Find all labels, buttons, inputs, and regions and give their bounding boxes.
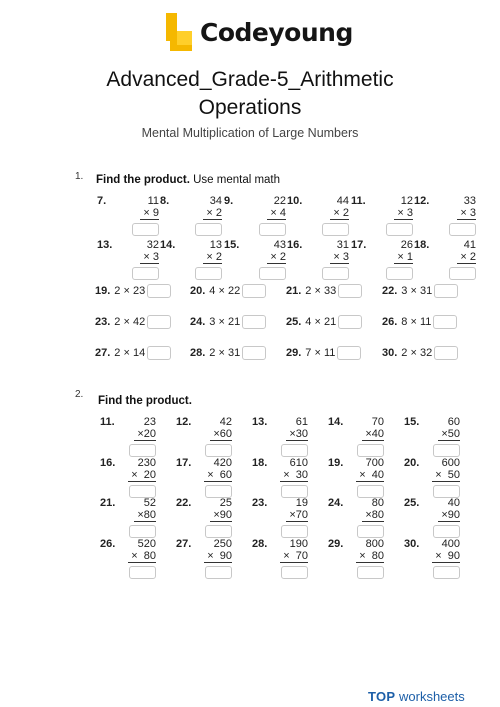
problem-number: 20. [404,457,420,469]
answer-input[interactable] [242,284,266,298]
multiplier: ×60 [210,428,232,441]
multiplier: ×90 [210,509,232,522]
answer-input[interactable] [433,444,460,457]
problem-number: 7. [97,195,107,207]
multiplier: ×80 [362,509,384,522]
problem-number: 15. [404,416,420,428]
problem-number: 18. [414,239,430,251]
multiplier: × 3 [457,207,476,220]
multiplicand: 230 [137,457,156,469]
multiplicand: 32 [146,239,159,251]
multiplicand: 13 [209,239,222,251]
multiplier: ×70 [286,509,308,522]
problem-number: 27. [176,538,192,550]
answer-input[interactable] [132,267,159,280]
problem [95,345,171,361]
problem [95,314,171,330]
problem [328,538,384,582]
problem-number: 12. [176,416,192,428]
problem [286,345,361,361]
problem [160,239,222,283]
problem-number: 29. [328,538,344,550]
multiplicand: 40 [447,497,460,509]
problem [95,283,171,299]
problem [190,283,266,299]
problem [190,345,266,361]
problem [176,416,232,460]
problem-number: 13. [252,416,268,428]
expression: 2 × 32 [401,347,433,359]
section-2-instruction: Find the product. [98,395,192,407]
problem [176,457,232,501]
multiplicand: 44 [336,195,349,207]
problem [404,457,460,501]
brand-name: Codeyoung [200,17,353,47]
page-subtitle: Mental Multiplication of Large Numbers [141,126,359,140]
answer-input[interactable] [322,223,349,236]
problem-number: 14. [328,416,344,428]
multiplier: × 90 [432,550,460,563]
answer-input[interactable] [322,267,349,280]
problem-number: 19. [95,285,111,297]
page-title-line-2: Operations [198,96,302,119]
multiplier: × 40 [356,469,384,482]
problem-number: 10. [287,195,303,207]
problem-number: 24. [190,316,206,328]
problem-number: 20. [190,285,206,297]
answer-input[interactable] [434,284,458,298]
answer-input[interactable] [386,223,413,236]
problem [286,314,362,330]
problem [287,195,349,239]
multiplicand: 26 [400,239,413,251]
multiplier: × 80 [128,550,156,563]
problem [404,538,460,582]
multiplier: × 2 [203,207,222,220]
multiplier: × 90 [204,550,232,563]
problem [328,457,384,501]
multiplicand: 22 [273,195,286,207]
problem [252,457,308,501]
multiplier: ×30 [286,428,308,441]
problem [286,283,362,299]
problem [404,497,460,541]
problem [382,283,458,299]
multiplier: × 20 [128,469,156,482]
problem [97,239,159,283]
multiplicand: 600 [441,457,460,469]
multiplicand: 610 [289,457,308,469]
multiplicand: 33 [463,195,476,207]
answer-input[interactable] [195,223,222,236]
problem-number: 30. [404,538,420,550]
multiplier: × 2 [267,251,286,264]
multiplicand: 25 [219,497,232,509]
problem-number: 22. [176,497,192,509]
problem-number: 19. [328,457,344,469]
multiplier: × 1 [394,251,413,264]
problem [328,416,384,460]
problem [224,239,286,283]
answer-input[interactable] [242,346,266,360]
multiplicand: 420 [213,457,232,469]
answer-input[interactable] [195,267,222,280]
multiplier: ×20 [134,428,156,441]
problem [100,457,156,501]
answer-input[interactable] [357,525,384,538]
multiplier: × 3 [394,207,413,220]
expression: 3 × 31 [401,285,433,297]
problem [404,416,460,460]
problem-number: 21. [100,497,116,509]
expression: 2 × 42 [114,316,146,328]
problem-number: 28. [190,347,206,359]
answer-input[interactable] [129,525,156,538]
multiplier: × 60 [204,469,232,482]
multiplicand: 700 [365,457,384,469]
expression: 2 × 31 [209,347,241,359]
problem-number: 27. [95,347,111,359]
answer-input[interactable] [259,267,286,280]
multiplicand: 19 [295,497,308,509]
answer-input[interactable] [357,566,384,579]
problem-number: 11. [100,416,115,428]
problem-number: 17. [351,239,367,251]
answer-input[interactable] [147,284,171,298]
multiplier: ×90 [438,509,460,522]
problem-number: 23. [95,316,111,328]
problem-number: 13. [97,239,113,251]
problem [351,239,413,283]
multiplier: × 4 [267,207,286,220]
problem [100,416,156,460]
expression: 4 × 22 [209,285,241,297]
answer-input[interactable] [338,284,362,298]
problem [160,195,222,239]
multiplicand: 80 [371,497,384,509]
multiplicand: 31 [336,239,349,251]
problem [252,497,308,541]
multiplier: × 2 [330,207,349,220]
multiplier: ×40 [362,428,384,441]
multiplier: ×80 [134,509,156,522]
answer-input[interactable] [434,346,458,360]
problem [328,497,384,541]
multiplicand: 60 [447,416,460,428]
answer-input[interactable] [205,566,232,579]
problem-number: 22. [382,285,398,297]
problem [252,538,308,582]
answer-input[interactable] [129,566,156,579]
multiplicand: 52 [143,497,156,509]
problem [100,538,156,582]
problem-number: 17. [176,457,192,469]
problem-number: 23. [252,497,268,509]
answer-input[interactable] [281,525,308,538]
expression: 3 × 21 [209,316,241,328]
answer-input[interactable] [147,346,171,360]
expression: 2 × 14 [114,347,146,359]
section-1-instruction: Find the product. Use mental math [96,174,281,186]
problem-number: 15. [224,239,240,251]
section-1-number: 1. [75,171,84,182]
multiplicand: 520 [137,538,156,550]
multiplicand: 41 [463,239,476,251]
problem [176,497,232,541]
multiplicand: 61 [295,416,308,428]
page-title-line-1: Advanced_Grade-5_Arithmetic [106,68,394,91]
multiplicand: 800 [365,538,384,550]
problem-number: 26. [382,316,398,328]
answer-input[interactable] [449,267,476,280]
answer-input[interactable] [281,444,308,457]
multiplier: × 70 [280,550,308,563]
problem-number: 26. [100,538,116,550]
multiplicand: 42 [219,416,232,428]
expression: 4 × 21 [305,316,337,328]
expression: 2 × 33 [305,285,337,297]
multiplicand: 190 [289,538,308,550]
problem-number: 25. [286,316,302,328]
answer-input[interactable] [281,566,308,579]
multiplicand: 12 [400,195,413,207]
answer-input[interactable] [337,346,361,360]
answer-input[interactable] [433,566,460,579]
problem-number: 16. [100,457,116,469]
expression: 7 × 11 [305,347,336,359]
problem-number: 11. [351,195,366,207]
answer-input[interactable] [147,315,171,329]
answer-input[interactable] [386,267,413,280]
multiplicand: 400 [441,538,460,550]
answer-input[interactable] [259,223,286,236]
expression: 8 × 11 [401,316,432,328]
problem [382,314,457,330]
problem [190,314,266,330]
expression: 2 × 23 [114,285,146,297]
problem-number: 9. [224,195,234,207]
problem-number: 21. [286,285,302,297]
multiplicand: 250 [213,538,232,550]
multiplicand: 23 [143,416,156,428]
problem-number: 16. [287,239,303,251]
multiplier: × 30 [280,469,308,482]
problem [100,497,156,541]
problem [97,195,159,239]
problem-number: 28. [252,538,268,550]
section-2-number: 2. [75,389,84,400]
problem-number: 30. [382,347,398,359]
problem [414,239,476,283]
codeyoung-logo [166,12,353,52]
logo-mark-icon [166,13,192,51]
answer-input[interactable] [205,444,232,457]
answer-input[interactable] [129,444,156,457]
answer-input[interactable] [205,525,232,538]
problem [224,195,286,239]
multiplier: × 3 [330,251,349,264]
multiplier: × 50 [432,469,460,482]
multiplier: × 3 [140,251,159,264]
problem [287,239,349,283]
multiplicand: 11 [147,195,159,207]
problem-number: 24. [328,497,344,509]
answer-input[interactable] [242,315,266,329]
footer-brand: TOP worksheets [368,689,465,704]
multiplier: × 80 [356,550,384,563]
answer-input[interactable] [433,315,457,329]
multiplier: × 2 [457,251,476,264]
problem [414,195,476,239]
problem [351,195,413,239]
problem-number: 14. [160,239,176,251]
problem-number: 12. [414,195,430,207]
multiplicand: 34 [209,195,222,207]
problem-number: 25. [404,497,420,509]
problem-number: 29. [286,347,302,359]
multiplicand: 43 [273,239,286,251]
multiplier: × 9 [140,207,159,220]
problem [252,416,308,460]
problem-number: 8. [160,195,170,207]
answer-input[interactable] [357,444,384,457]
problem-number: 18. [252,457,268,469]
problem [382,345,458,361]
answer-input[interactable] [132,223,159,236]
answer-input[interactable] [338,315,362,329]
multiplier: × 2 [203,251,222,264]
multiplier: ×50 [438,428,460,441]
multiplicand: 70 [371,416,384,428]
answer-input[interactable] [449,223,476,236]
problem [176,538,232,582]
answer-input[interactable] [433,525,460,538]
